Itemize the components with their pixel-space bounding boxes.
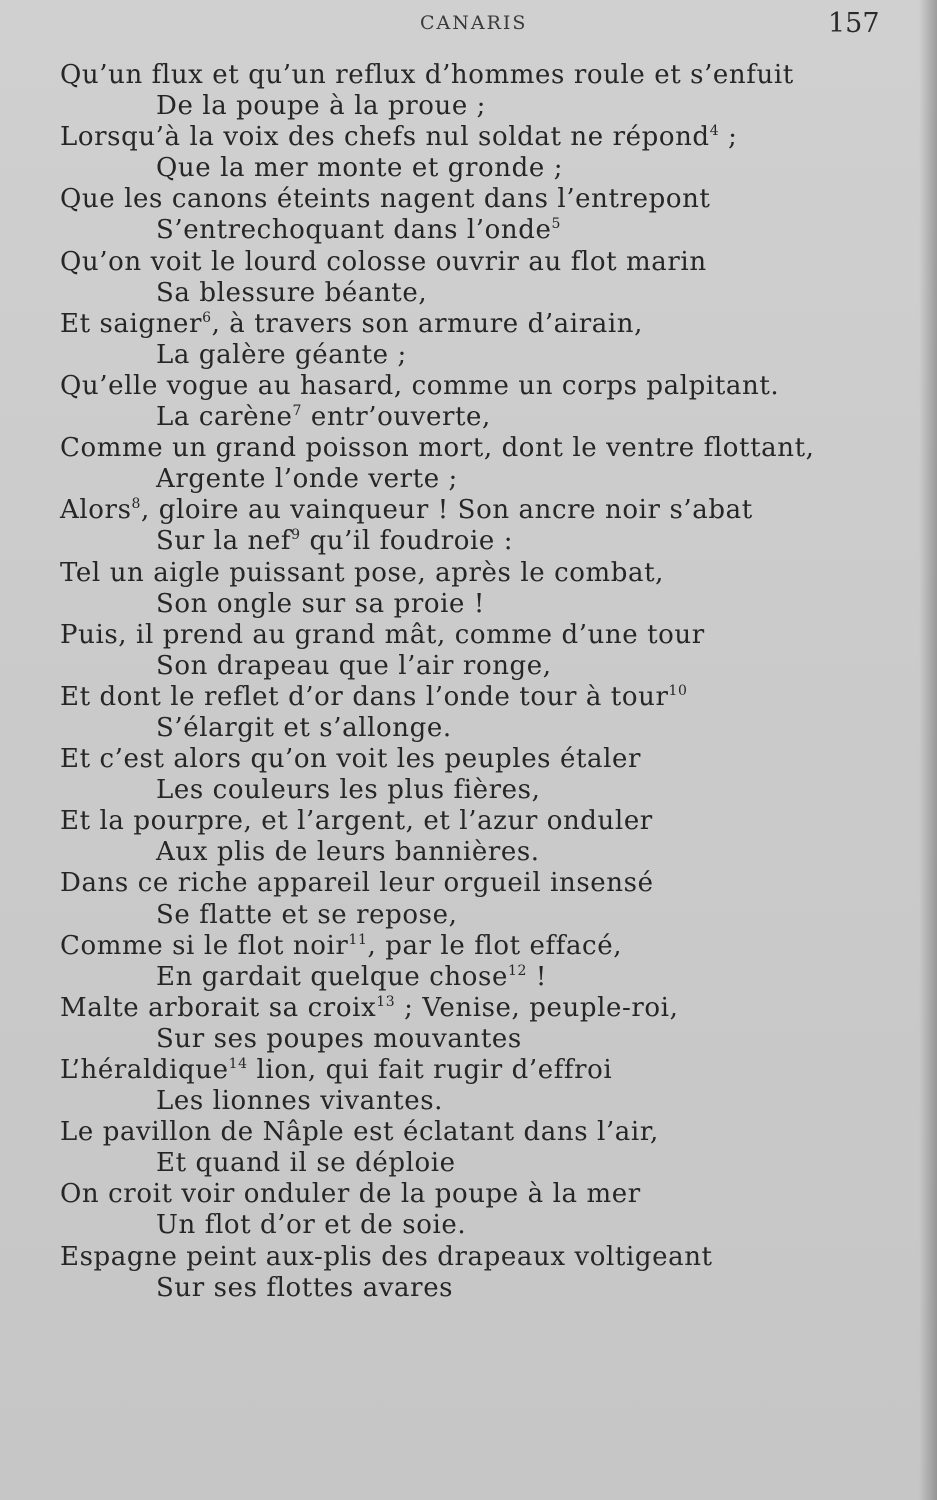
verse-text: Malte arborait sa croix bbox=[60, 992, 377, 1023]
footnote-marker: 8 bbox=[131, 496, 142, 513]
verse-text: Qu’un flux et qu’un reflux d’hommes roule et s’enfuit bbox=[60, 60, 794, 90]
verse-line bbox=[60, 962, 920, 993]
verse-text: Alors bbox=[60, 495, 132, 526]
verse-text: Que les canons éteints nagent dans l’entrepont bbox=[60, 184, 711, 215]
verse-text: Les lionnes vivantes. bbox=[156, 1086, 444, 1117]
verse-text: Un flot d’or et de soie. bbox=[156, 1210, 467, 1241]
verse-text: Et c’est alors qu’on voit les peuples étaler bbox=[60, 744, 642, 775]
verse-line bbox=[60, 713, 920, 744]
footnote-marker: 5 bbox=[551, 216, 562, 233]
verse-line bbox=[60, 153, 920, 184]
footnote-marker: 9 bbox=[291, 527, 301, 544]
verse-text: Qu’on voit le lourd colosse ouvrir au flot marin bbox=[60, 246, 707, 277]
verse-line bbox=[60, 340, 920, 371]
verse-text: Comme un grand poisson mort, dont le ventre flottant, bbox=[60, 433, 815, 464]
verse-text: Les couleurs les plus fières, bbox=[156, 775, 541, 806]
footnote-marker: 4 bbox=[709, 123, 720, 140]
verse-line bbox=[60, 91, 920, 122]
verse-text-continued: entr’ouverte, bbox=[301, 402, 491, 433]
verse-line bbox=[60, 993, 920, 1024]
verse-line bbox=[60, 1210, 920, 1241]
verse-text: De la poupe à la proue ; bbox=[156, 91, 487, 122]
running-title: CANARIS bbox=[420, 12, 528, 34]
verse-text: Lorsqu’à la voix des chefs nul soldat ne répond bbox=[60, 122, 710, 153]
verse-line bbox=[60, 433, 920, 464]
verse-text-continued: qu’il foudroie : bbox=[300, 526, 514, 557]
verse-line bbox=[60, 402, 920, 433]
verse-text: Sur la nef bbox=[156, 526, 292, 557]
verse-text-continued: lion, qui fait rugir d’effroi bbox=[247, 1055, 613, 1085]
verse-line bbox=[60, 309, 920, 340]
verse-text: Tel un aigle puissant pose, après le combat, bbox=[60, 557, 665, 588]
verse-line bbox=[60, 806, 920, 837]
verse-text-continued: , par le flot effacé, bbox=[367, 930, 623, 961]
verse-text-continued: , gloire au vainqueur ! Son ancre noir s’abat bbox=[141, 495, 753, 526]
verse-text: Et la pourpre, et l’argent, et l’azur onduler bbox=[60, 806, 653, 837]
verse-text: La carène bbox=[156, 402, 293, 433]
verse-text: Sur ses flottes avares bbox=[156, 1272, 454, 1303]
verse-text: Qu’elle vogue au hasard, comme un corps palpitant. bbox=[60, 370, 780, 401]
verse-line bbox=[60, 868, 920, 899]
verse-text: Aux plis de leurs bannières. bbox=[156, 837, 540, 868]
verse-line bbox=[60, 1055, 920, 1086]
verse-line bbox=[60, 215, 920, 246]
verse-text: Puis, il prend au grand mât, comme d’une tour bbox=[60, 619, 705, 650]
footnote-marker: 10 bbox=[668, 682, 688, 699]
verse-line bbox=[60, 122, 920, 153]
verse-line bbox=[60, 495, 920, 526]
verse-text: Sur ses poupes mouvantes bbox=[156, 1023, 522, 1054]
verse-text-continued: ; Venise, peuple-roi, bbox=[395, 992, 679, 1023]
footnote-marker: 11 bbox=[348, 931, 368, 948]
verse-text: Se flatte et se repose, bbox=[156, 899, 458, 930]
verse-text: Sa blessure béante, bbox=[156, 277, 428, 308]
footnote-marker: 14 bbox=[228, 1056, 248, 1072]
verse-text: Espagne peint aux-plis des drapeaux voltigeant bbox=[60, 1241, 713, 1272]
verse-line bbox=[60, 1179, 920, 1210]
verse-line bbox=[60, 464, 920, 495]
verse-line bbox=[60, 184, 920, 215]
page-number: 157 bbox=[828, 8, 880, 39]
verse-text: S’entrechoquant dans l’onde bbox=[156, 215, 552, 246]
verse-line bbox=[60, 620, 920, 651]
verse-line bbox=[60, 558, 920, 589]
verse-text: S’élargit et s’allonge. bbox=[156, 712, 452, 743]
running-head bbox=[0, 8, 937, 38]
verse-text: Son drapeau que l’air ronge, bbox=[156, 650, 552, 681]
verse-text: Et saigner bbox=[60, 308, 203, 339]
verse-line bbox=[60, 744, 920, 775]
verse-text: L’héraldique bbox=[60, 1055, 229, 1085]
page-edge-shadow bbox=[919, 0, 937, 1500]
verse-text: Le pavillon de Nâple est éclatant dans l’air, bbox=[60, 1117, 659, 1148]
verse-text: Dans ce riche appareil leur orgueil insensé bbox=[60, 868, 654, 899]
verse-line bbox=[60, 247, 920, 278]
verse-line bbox=[60, 1086, 920, 1117]
verse-text: On croit voir onduler de la poupe à la mer bbox=[60, 1179, 641, 1210]
verse-line bbox=[60, 931, 920, 962]
verse-line bbox=[60, 1273, 920, 1304]
verse-line bbox=[60, 526, 920, 557]
verse-text: En gardait quelque chose bbox=[156, 961, 508, 992]
verse-line bbox=[60, 900, 920, 931]
verse-text: Argente l’onde verte ; bbox=[156, 464, 458, 495]
verse-text: Comme si le flot noir bbox=[60, 930, 349, 961]
footnote-marker: 7 bbox=[292, 403, 302, 420]
verse-line bbox=[60, 837, 920, 868]
verse-line bbox=[60, 371, 920, 402]
verse-line bbox=[60, 278, 920, 309]
verse-line bbox=[60, 1242, 920, 1273]
verse-line bbox=[60, 1024, 920, 1055]
poem-text bbox=[60, 60, 920, 1304]
verse-text: Et dont le reflet d’or dans l’onde tour à tour bbox=[60, 681, 669, 712]
verse-text: Et quand il se déploie bbox=[156, 1148, 456, 1179]
verse-text-continued: ; bbox=[719, 122, 738, 153]
verse-line bbox=[60, 1148, 920, 1179]
verse-line bbox=[60, 60, 920, 91]
verse-line bbox=[60, 589, 920, 620]
footnote-marker: 13 bbox=[376, 993, 396, 1010]
verse-text: La galère géante ; bbox=[156, 339, 407, 370]
verse-text-continued: , à travers son armure d’airain, bbox=[211, 308, 643, 339]
verse-text: Son ongle sur sa proie ! bbox=[156, 588, 485, 619]
footnote-marker: 6 bbox=[202, 309, 212, 326]
verse-text-continued: ! bbox=[526, 961, 547, 992]
verse-line bbox=[60, 682, 920, 713]
verse-line bbox=[60, 1117, 920, 1148]
footnote-marker: 12 bbox=[507, 962, 527, 979]
verse-line bbox=[60, 775, 920, 806]
verse-line bbox=[60, 651, 920, 682]
verse-text: Que la mer monte et gronde ; bbox=[156, 153, 564, 184]
